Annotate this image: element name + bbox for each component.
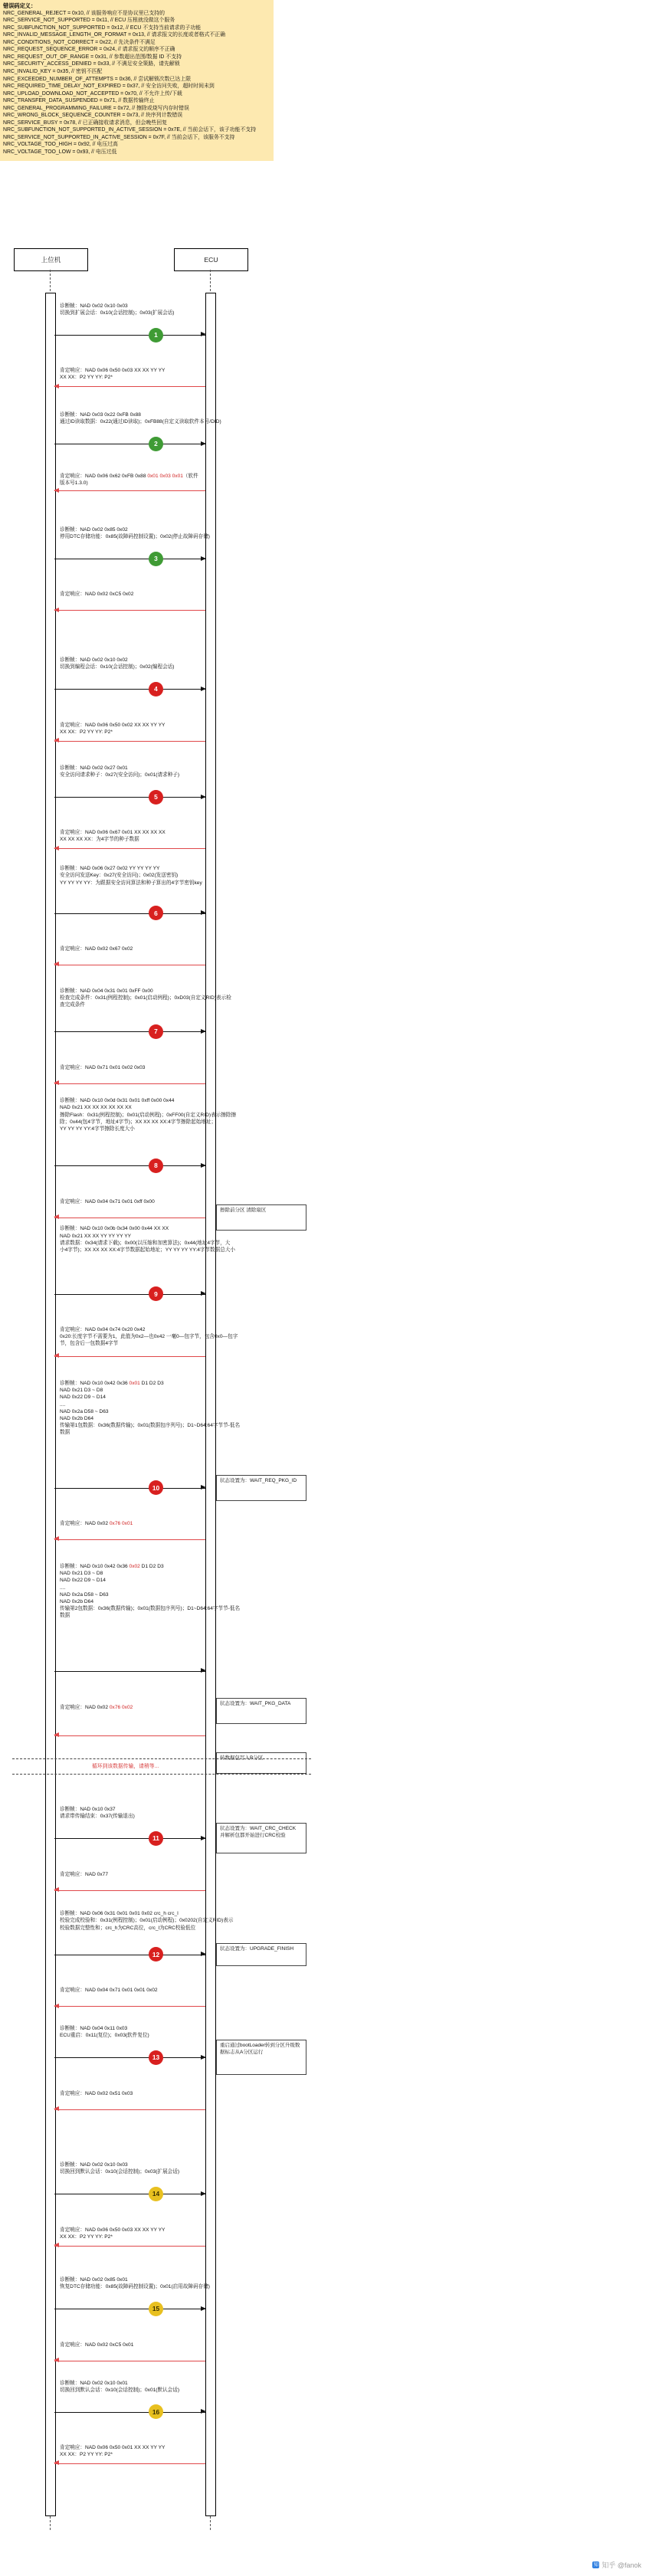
message-label-line: 诊断帧：NAD 0x02 0x27 0x01 <box>60 765 128 771</box>
error-code-line: NRC_SERVICE_NOT_SUPPORTED_IN_ACTIVE_SESSION = 0x7F, // 当前会话下，该服务不支持 <box>3 134 235 140</box>
arrow-head-icon <box>201 687 206 691</box>
message-line <box>54 1083 205 1084</box>
message-label-line: 肯定响应：NAD 0x06 0x50 0x02 XX XX YY YY <box>60 722 166 728</box>
message-label-line: 诊断帧：NAD 0x02 0x10 0x03 <box>60 303 128 309</box>
message-label-line: 切换回到默认会话：0x10(会话控制)；0x03(扩展会话) <box>60 2169 180 2175</box>
message-label <box>60 526 210 540</box>
message-label <box>60 865 202 887</box>
error-code-line: NRC_EXCEEDED_NUMBER_OF_ATTEMPTS = 0x36, // 尝试解锁次数已达上限 <box>3 76 192 82</box>
message-label <box>60 1910 233 1932</box>
message-label <box>60 2276 210 2290</box>
message-label-line: 诊断帧：NAD 0x04 0x31 0x01 0xFF 0x00 <box>60 988 153 994</box>
ecu-side-note <box>216 1752 306 1774</box>
message-label-line: 诊断帧：NAD 0x03 0x22 0xFB 0x88 <box>60 411 141 418</box>
message-line <box>54 1735 205 1736</box>
arrow-head-icon <box>54 738 59 742</box>
message-label-line: 诊断帧：NAD 0x02 0x85 0x01 <box>60 2277 128 2283</box>
arrow-head-icon <box>201 1029 206 1034</box>
message-label-line: 肯定响应：NAD 0x04 0x74 0x20 0x42 <box>60 1326 146 1332</box>
message-label-line: NAD 0x2a D58 ~ D63 <box>60 1408 109 1414</box>
message-label-line: 擦除Flash：0x31(例程控制)；0x01(启动例程)；0xFF00(自定义RID)表示擦除擦 <box>60 1112 237 1118</box>
arrow-head-icon <box>201 1668 206 1673</box>
message-label-line: NAD 0x2b D64 <box>60 1416 93 1422</box>
note-line: 转数据包写入B分区 <box>220 1755 264 1761</box>
message-label-line: 校验完成校验和：0x31(例程控制)；0x01(启动例程)；0x0202(自定义RID)表示 <box>60 1918 234 1924</box>
error-code-line: NRC_GENERAL_PROGRAMMING_FAILURE = 0x72, // 擦除或烧写内存时错误 <box>3 105 189 111</box>
message-label <box>60 722 165 736</box>
error-code-note <box>0 0 274 161</box>
message-label <box>60 303 174 316</box>
error-code-line: NRC_SECURITY_ACCESS_DENIED = 0x33, // 不满足安全策路，请先解锁 <box>3 61 180 67</box>
note-line: 擦除前分区 清除扇区 <box>220 1207 267 1213</box>
message-label <box>60 2380 179 2394</box>
watermark-text: 知乎 @fanok <box>601 2561 641 2569</box>
note-line: 重启通过bootLoader转到分区升级数据标志从A分区运行 <box>220 2043 300 2056</box>
step-badge: 16 <box>149 2404 163 2419</box>
arrow-head-icon <box>201 2055 206 2060</box>
note-line: 状态设置为：UPGRADE_FINISH <box>220 1945 294 1952</box>
step-badge: 5 <box>149 790 163 805</box>
message-label-line: 诊断帧：NAD 0x10 0x0b 0x34 0x00 0x44 XX XX <box>60 1226 169 1232</box>
message-label-line: NAD 0x21 D3 ~ D8 <box>60 1571 103 1577</box>
message-label <box>60 1806 135 1820</box>
message-label-line: 版本号1.3.0) <box>60 480 88 486</box>
error-code-line: NRC_SUBFUNCTION_NOT_SUPPORTED = 0x12, // ECU 不支持当前请求的子功能 <box>3 25 202 31</box>
ecu-side-note <box>216 1823 306 1853</box>
message-line <box>54 2463 205 2464</box>
arrow-head-icon <box>201 1952 206 1956</box>
activation-host <box>45 293 56 2516</box>
message-label-line: NAD 0x2b D64 <box>60 1599 93 1605</box>
message-label <box>60 2227 165 2240</box>
error-code-line: NRC_INVALID_MESSAGE_LENGTH_OR_FORMAT = 0x13, // 请求报文的长度或者格式不正确 <box>3 32 226 38</box>
message-label <box>60 1064 145 1071</box>
message-label <box>60 2025 149 2039</box>
arrow-head-icon <box>201 1836 206 1840</box>
message-label <box>60 657 174 670</box>
message-label-line: 检查完成条件：0x31(例程控制)；0x01(启动例程)；0xD03(自定义RID)表示检 <box>60 995 231 1001</box>
watermark <box>592 2560 641 2570</box>
error-code-line: NRC_SUBFUNCTION_NOT_SUPPORTED_IN_ACTIVE_SESSION = 0x7E, // 当前会话下，该子功能不支持 <box>3 127 257 133</box>
step-badge: 15 <box>149 2302 163 2316</box>
message-label <box>60 367 165 381</box>
message-label-line: NAD 0x22 D9 ~ D14 <box>60 1395 106 1401</box>
message-label-line: 请求带传输结束：0x37(传输退出) <box>60 1814 135 1820</box>
message-line <box>54 1294 205 1295</box>
message-label <box>60 765 179 778</box>
error-code-line: NRC_SERVICE_NOT_SUPPORTED = 0x11, // ECU 压根就没做这个服务 <box>3 18 175 24</box>
message-label-line: 校验数据完整性和；crc_h为CRC高位，crc_l为CRC校验低位 <box>60 1925 196 1931</box>
message-label <box>60 1520 133 1527</box>
message-line <box>54 689 205 690</box>
message-line <box>54 1488 205 1489</box>
arrow-head-icon <box>201 1485 206 1490</box>
message-label-line: XX XX：P2 YY YY: P2* <box>60 2234 113 2240</box>
message-label <box>60 1704 133 1711</box>
arrow-head-icon <box>54 846 59 850</box>
message-label <box>60 988 231 1009</box>
arrow-head-icon <box>54 488 59 493</box>
message-label-line: 安全访问请求种子：0x27(安全访问)；0x01(请求种子) <box>60 772 180 778</box>
message-label-line: 通过ID读取数据：0x22(通过ID读取)；0xFB88(自定义读取软件本号/DID) <box>60 419 221 425</box>
message-label-line: 诊断帧：NAD 0x02 0x10 0x03 <box>60 2162 128 2168</box>
message-label-line: 肯定响应：NAD 0x02 0xC5 0x01 <box>60 2342 134 2348</box>
message-label-line: .... <box>60 1585 66 1591</box>
message-label-line: 传输第1包数据：0x36(数据传输)；0x01(数据包序列号)；D1~D64:64字节节-低名 <box>60 1423 241 1429</box>
step-badge: 9 <box>149 1286 163 1301</box>
message-label-line: 传输第2包数据：0x36(数据传输)；0x01(数据包序列号)；D1~D64:64字节节-低名 <box>60 1606 241 1612</box>
message-line <box>54 848 205 849</box>
arrow-head-icon <box>201 441 206 446</box>
error-code-line: NRC_REQUEST_OUT_OF_RANGE = 0x31, // 参数超出范围/数据 ID 不支持 <box>3 54 182 60</box>
note-line: 状态设置为：WAIT_CRC_CHECK <box>220 1826 297 1832</box>
message-line <box>54 797 205 798</box>
error-note-lines <box>3 10 270 156</box>
message-label-line: 诊断帧：NAD 0x10 0x42 0x36 0x01 D1 D2 D3 <box>60 1381 164 1386</box>
message-label-line: 肯定响应：NAD 0x02 0xC5 0x02 <box>60 592 134 598</box>
arrow-head-icon <box>54 1887 59 1892</box>
message-label-line: 诊断帧：NAD 0x02 0x10 0x01 <box>60 2380 128 2386</box>
arrow-head-icon <box>201 556 206 561</box>
message-label-line: 切换回到默认会话：0x10(会话控制)；0x01(默认会话) <box>60 2387 180 2393</box>
message-label <box>60 411 221 425</box>
error-code-line: NRC_VOLTAGE_TOO_HIGH = 0x92, // 电压过高 <box>3 142 118 148</box>
message-line <box>54 1838 205 1839</box>
message-label-line: 除；0x44(包4字节，地址4字节)；XX XX XX XX:4字节擦除起始地址； <box>60 1119 217 1125</box>
arrow-head-icon <box>54 1080 59 1085</box>
error-code-line: NRC_TRANSFER_DATA_SUSPENDED = 0x71, // 数据传输终止 <box>3 98 155 104</box>
step-badge: 13 <box>149 2050 163 2065</box>
arrow-head-icon <box>201 795 206 799</box>
actor-host-label: 上位机 <box>41 256 61 264</box>
message-label-line: 肯定响应：NAD 0x71 0x01 0x02 0x03 <box>60 1064 146 1070</box>
message-line <box>54 2057 205 2058</box>
message-line <box>54 1165 205 1166</box>
message-label-line: 请求数据：0x34(请求下载)；0x00(以压缩和加密算法)；0x44(地址4字节，大 <box>60 1240 231 1246</box>
message-label <box>60 2090 133 2097</box>
step-badge: 12 <box>149 1947 163 1961</box>
ecu-side-note <box>216 1475 306 1501</box>
message-label-line: XX XX XX XX：为4字节的种子数据 <box>60 837 139 843</box>
step-badge: 4 <box>149 682 163 696</box>
step-badge: 6 <box>149 906 163 920</box>
message-label <box>60 1563 240 1620</box>
loop-divider-bottom <box>12 1774 311 1775</box>
message-label-line: NAD 0x21 XX XX XX XX XX XX <box>60 1105 132 1111</box>
actor-ecu <box>174 248 248 271</box>
message-label-line: 诊断帧：NAD 0x10 0x0d 0x31 0x01 0xff 0x00 0x44 <box>60 1098 175 1104</box>
arrow-head-icon <box>54 2460 59 2465</box>
message-label-line: 肯定响应：NAD 0x06 0x62 0xFB 0x88 0x01 0x03 0x01（软件 <box>60 473 198 479</box>
message-line <box>54 335 205 336</box>
error-code-line: NRC_REQUEST_SEQUENCE_ERROR = 0x24, // 请求报文的顺序不正确 <box>3 47 175 53</box>
zhihu-logo-icon: 知 <box>593 2562 599 2568</box>
message-label-line: 肯定响应：NAD 0x02 0x76 0x01 <box>60 1520 133 1526</box>
arrow-head-icon <box>54 962 59 966</box>
message-label-line: 肯定响应：NAD 0x06 0x50 0x03 XX XX YY YY <box>60 368 166 374</box>
message-label-line: 安全访问发送Key：0x27(安全访问)；0x02(发送密钥) <box>60 873 179 879</box>
error-code-line: NRC_WRONG_BLOCK_SEQUENCE_COUNTER = 0x73, // 块序列计数错误 <box>3 113 183 119</box>
arrow-head-icon <box>54 1536 59 1541</box>
message-label-line: 节，包含后一包数据4字节 <box>60 1341 119 1347</box>
error-note-title: 错误码定义： <box>3 2 37 9</box>
message-label-line: 诊断帧：NAD 0x06 0x31 0x01 0x01 0x02 crc_h crc_l <box>60 1911 179 1917</box>
message-line <box>54 1890 205 1891</box>
error-code-line: NRC_REQUIRED_TIME_DELAY_NOT_EXPIRED = 0x37, // 安全访问失败，超时时间未到 <box>3 84 215 90</box>
arrow-head-icon <box>54 384 59 388</box>
message-label <box>60 1871 108 1878</box>
arrow-head-icon <box>201 2191 206 2196</box>
message-label <box>60 946 133 952</box>
arrow-head-icon <box>54 1214 59 1219</box>
message-label-line: 诊断帧：NAD 0x02 0x85 0x02 <box>60 526 128 533</box>
message-label-line: NAD 0x22 D9 ~ D14 <box>60 1578 106 1584</box>
message-line <box>54 610 205 611</box>
message-line <box>54 741 205 742</box>
step-badge: 2 <box>149 437 163 451</box>
message-label-line: 0x20:长度字节不需要为1，此值为0x2—也0x42 一毫0—包字节，包含0x0—包字 <box>60 1333 238 1339</box>
message-label <box>60 591 133 598</box>
message-label-line: YY YY YY YY:4字节擦除长度大小 <box>60 1126 135 1132</box>
arrow-head-icon <box>54 608 59 612</box>
message-label-line: 肯定响应：NAD 0x04 0x71 0x01 0xff 0x00 <box>60 1198 155 1204</box>
step-badge: 7 <box>149 1024 163 1039</box>
message-label-line: ECU重启：0x11(复位)；0x03(软件复位) <box>60 2033 149 2039</box>
message-label-line: 肯定响应：NAD 0x77 <box>60 1871 109 1877</box>
arrow-head-icon <box>201 1291 206 1296</box>
error-code-line: NRC_INVALID_KEY = 0x35, // 密钥不匹配 <box>3 68 103 74</box>
message-label <box>60 829 166 843</box>
error-code-line: NRC_GENERAL_REJECT = 0x10, // 该服务响应不是协议里已支持的 <box>3 10 166 16</box>
message-label-line: .... <box>60 1401 66 1408</box>
arrow-head-icon <box>201 332 206 336</box>
message-label-line: NAD 0x21 D3 ~ D8 <box>60 1388 103 1394</box>
note-line: 状态设置为：WAIT_REQ_PKG_ID <box>220 1477 297 1483</box>
arrow-head-icon <box>54 2004 59 2008</box>
step-badge: 3 <box>149 552 163 566</box>
message-label-line: 恢复DTC存储功能：0x85(故障码控制设置)；0x01(启用故障码存储) <box>60 2284 210 2290</box>
message-label-line: 诊断帧：NAD 0x02 0x10 0x02 <box>60 657 128 664</box>
message-label-line: 肯定响应：NAD 0x06 0x50 0x01 XX XX YY YY <box>60 2445 166 2450</box>
error-code-line: NRC_SERVICE_BUSY = 0x78, // 已正确接收请求消息，但会晚些回复 <box>3 120 167 126</box>
ecu-side-note <box>216 1698 306 1724</box>
message-line <box>54 386 205 387</box>
message-label <box>60 2444 165 2458</box>
message-label-line: 肯定响应：NAD 0x02 0x76 0x02 <box>60 1705 133 1711</box>
message-label <box>60 473 198 487</box>
message-label-line: 肯定响应：NAD 0x02 0x51 0x03 <box>60 2090 133 2096</box>
message-label-line: 肯定响应：NAD 0x06 0x67 0x01 XX XX XX XX <box>60 830 166 836</box>
message-label-line: 肯定响应：NAD 0x04 0x71 0x01 0x01 0x02 <box>60 1988 158 1994</box>
step-badge: 1 <box>149 328 163 342</box>
message-label <box>60 1225 235 1254</box>
arrow-head-icon <box>54 2106 59 2111</box>
actor-host <box>14 248 88 271</box>
message-label-line: 诊断帧：NAD 0x10 0x42 0x36 0x02 D1 D2 D3 <box>60 1564 164 1570</box>
message-line <box>54 2246 205 2247</box>
message-line <box>54 913 205 914</box>
step-badge: 14 <box>149 2187 163 2201</box>
message-label-line: XX XX：P2 YY YY: P2* <box>60 375 113 381</box>
message-label-line: XX XX：P2 YY YY: P2* <box>60 729 113 735</box>
message-label-line: 肯定响应：NAD 0x02 0x67 0x02 <box>60 946 133 952</box>
message-label <box>60 1097 236 1132</box>
message-label-line: NAD 0x2a D58 ~ D63 <box>60 1591 109 1598</box>
message-label-line: 数据 <box>60 1613 70 1619</box>
error-code-line: NRC_CONDITIONS_NOT_CORRECT = 0x22, // 先决条件不满足 <box>3 39 156 45</box>
loop-note: 循环到该数据传输，请稍等... <box>92 1764 159 1770</box>
arrow-head-icon <box>54 2243 59 2247</box>
message-label-line: XX XX：P2 YY YY: P2* <box>60 2452 113 2458</box>
message-label-line: 查完成条件 <box>60 1001 85 1008</box>
message-label-line: 诊断帧：NAD 0x06 0x27 0x02 YY YY YY YY <box>60 866 160 872</box>
message-line <box>54 1539 205 1540</box>
ecu-side-note <box>216 1943 306 1966</box>
error-code-line: NRC_UPLOAD_DOWNLOAD_NOT_ACCEPTED = 0x70, // 不允许上传/下载 <box>3 90 182 97</box>
message-label <box>60 1987 158 1994</box>
arrow-head-icon <box>201 910 206 915</box>
message-label-line: 诊断帧：NAD 0x10 0x37 <box>60 1807 116 1813</box>
message-label <box>60 1326 238 1348</box>
step-badge: 10 <box>149 1480 163 1495</box>
message-line <box>54 490 205 491</box>
message-line <box>54 1031 205 1032</box>
message-label-line: YY YY YY YY：为跟据安全访问算法和种子算出的4字节密钥key <box>60 880 202 886</box>
arrow-head-icon <box>54 2358 59 2362</box>
note-line: 并解析包都开始进行CRC校验 <box>220 1833 286 1839</box>
arrow-head-icon <box>201 2306 206 2311</box>
message-label <box>60 2161 179 2175</box>
message-label-line: 切换到编程会话：0x10(会话控制)；0x02(编程会话) <box>60 664 175 670</box>
message-line <box>54 1671 205 1672</box>
error-code-line: NRC_VOLTAGE_TOO_LOW = 0x93, // 电压过低 <box>3 149 117 155</box>
message-label <box>60 2342 133 2348</box>
message-label <box>60 1380 240 1437</box>
step-badge: 8 <box>149 1159 163 1173</box>
arrow-head-icon <box>54 1732 59 1737</box>
message-line <box>54 2109 205 2110</box>
note-line: 状态设置为：WAIT_PKG_DATA <box>220 1700 291 1706</box>
message-line <box>54 2006 205 2007</box>
arrow-head-icon <box>201 1163 206 1168</box>
message-label-line: 诊断帧：NAD 0x04 0x11 0x03 <box>60 2026 128 2032</box>
message-line <box>54 1356 205 1357</box>
arrow-head-icon <box>201 2409 206 2414</box>
message-label-line: 数据 <box>60 1430 70 1436</box>
arrow-head-icon <box>54 1353 59 1358</box>
message-label-line: NAD 0x21 XX XX YY YY YY YY <box>60 1233 131 1239</box>
loop-divider-top <box>12 1758 311 1759</box>
message-label-line: 停用DTC存储功能：0x85(故障码控制设置)；0x02(停止故障码存储) <box>60 534 210 540</box>
ecu-side-note <box>216 2040 306 2075</box>
message-label <box>60 1198 155 1205</box>
step-badge: 11 <box>149 1831 163 1846</box>
actor-ecu-label: ECU <box>204 256 218 264</box>
message-label-line: 切换到扩展会话：0x10(会话控制)；0x03(扩展会话) <box>60 310 175 316</box>
message-line <box>54 2412 205 2413</box>
message-label-line: 肯定响应：NAD 0x06 0x50 0x03 XX XX YY YY <box>60 2227 166 2233</box>
message-label-line: 小4字节)；XX XX XX XX:4字节数据起始地址；YY YY YY YY:4字节数据总大小 <box>60 1247 236 1254</box>
